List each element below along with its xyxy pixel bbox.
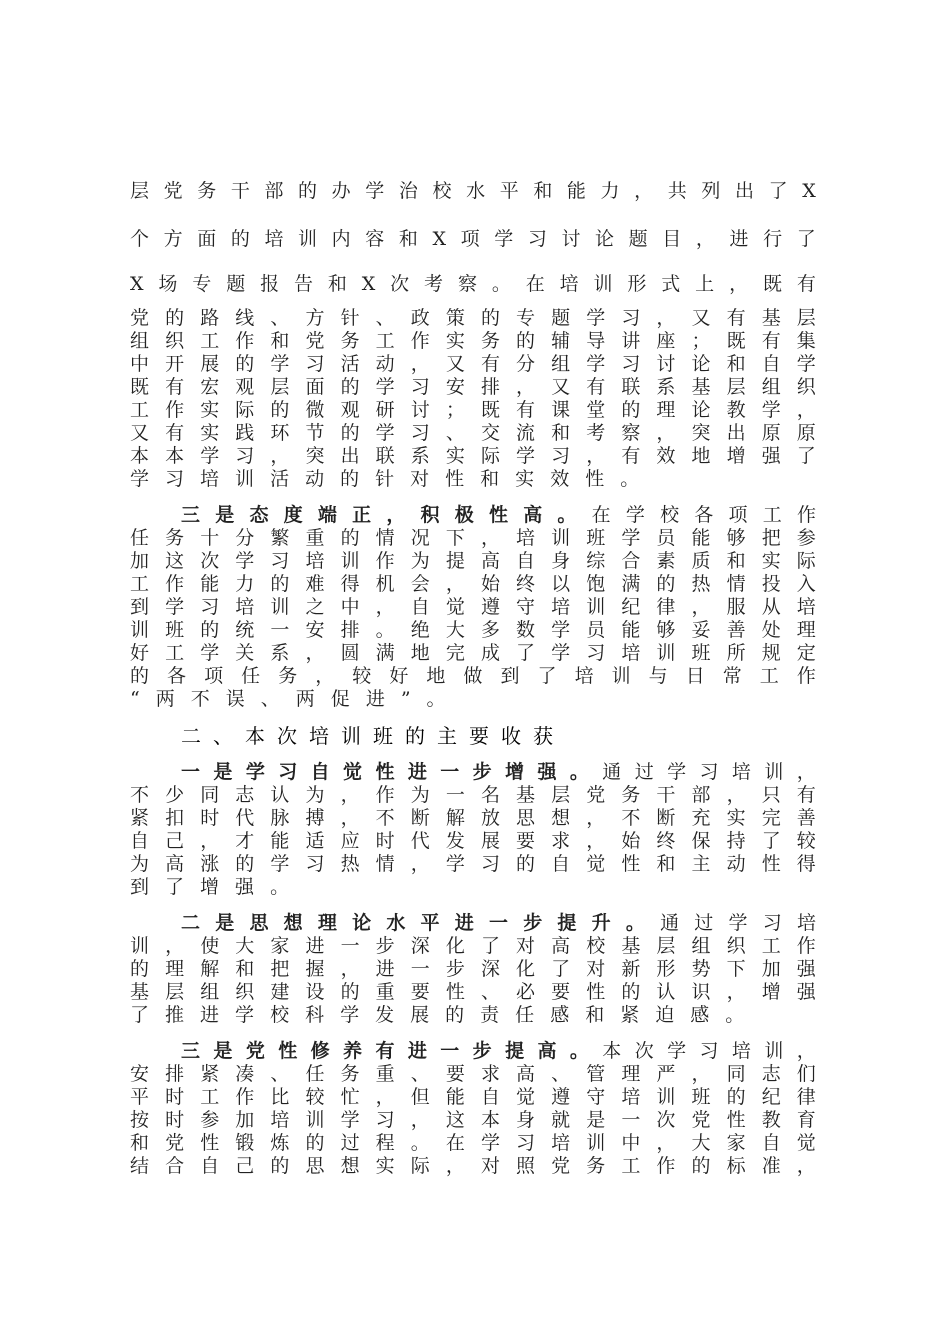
text-line: 又 有 实 践 环 节 的 学 习 、 交 流 和 考 察 ， 突 出 原 原 [130, 422, 816, 444]
text-line: X 场 专 题 报 告 和 X 次 考 察 。 在 培 训 形 式 上 ， 既 有 [130, 273, 816, 295]
text-line: 到 了 增 强 。 [130, 876, 290, 898]
text-line: 组 织 工 作 和 党 务 工 作 实 务 的 辅 导 讲 座 ； 既 有 集 [130, 330, 816, 352]
text-line: 党 的 路 线 、 方 针 、 政 策 的 专 题 学 习 ， 又 有 基 层 [130, 307, 816, 329]
text-line: 基 层 组 织 建 设 的 重 要 性 、 必 要 性 的 认 识 ， 增 强 [130, 981, 816, 1003]
text-line: 工 作 实 际 的 微 观 研 讨 ； 既 有 课 堂 的 理 论 教 学 ， [130, 399, 816, 421]
text-line: 加 这 次 学 习 培 训 作 为 提 高 自 身 综 合 素 质 和 实 际 [130, 550, 816, 572]
text-line: “ 两 不 误 、 两 促 进 ” 。 [130, 688, 446, 710]
text-line: 到 学 习 培 训 之 中 ， 自 觉 遵 守 培 训 纪 律 ， 服 从 培 [130, 596, 816, 618]
text-line: 为 高 涨 的 学 习 热 情 ， 学 习 的 自 觉 性 和 主 动 性 得 [130, 853, 816, 875]
text-line: 训 ， 使 大 家 进 一 步 深 化 了 对 高 校 基 层 组 织 工 作 [130, 935, 816, 957]
text-line: 的 理 解 和 把 握 ， 进 一 步 深 化 了 对 新 形 势 下 加 强 [130, 958, 816, 980]
text-line: 不 少 同 志 认 为 ， 作 为 一 名 基 层 党 务 干 部 ， 只 有 [130, 784, 816, 806]
text-line: 本 本 学 习 ， 突 出 联 系 实 际 学 习 ， 有 效 地 增 强 了 [130, 445, 816, 467]
text-line: 既 有 宏 观 层 面 的 学 习 安 排 ， 又 有 联 系 基 层 组 织 [130, 376, 816, 398]
text-line: 了 推 进 学 校 科 学 发 展 的 责 任 感 和 紧 迫 感 。 [130, 1004, 745, 1026]
text-line: 好 工 学 关 系 ， 圆 满 地 完 成 了 学 习 培 训 班 所 规 定 [130, 642, 816, 664]
text-line: 一 是 学 习 自 觉 性 进 一 步 增 强 。 通 过 学 习 培 训 ， [181, 761, 816, 783]
text-line: 层 党 务 干 部 的 办 学 治 校 水 平 和 能 力 ， 共 列 出 了 X [130, 180, 816, 202]
text-line: 结 合 自 己 的 思 想 实 际 ， 对 照 党 务 工 作 的 标 准 ， [130, 1155, 816, 1177]
text-line: 平 时 工 作 比 较 忙 ， 但 能 自 觉 遵 守 培 训 班 的 纪 律 [130, 1086, 816, 1108]
text-line: 二 是 思 想 理 论 水 平 进 一 步 提 升 。 通 过 学 习 培 [181, 912, 816, 934]
text-line: 中 开 展 的 学 习 活 动 ， 又 有 分 组 学 习 讨 论 和 自 学 [130, 353, 816, 375]
text-line: 紧 扣 时 代 脉 搏 ， 不 断 解 放 思 想 ， 不 断 充 实 完 善 [130, 807, 816, 829]
text-line: 自 己 ， 才 能 适 应 时 代 发 展 要 求 ， 始 终 保 持 了 较 [130, 830, 816, 852]
text-line: 学 习 培 训 活 动 的 针 对 性 和 实 效 性 。 [130, 468, 640, 490]
text-line: 三 是 态 度 端 正 ， 积 极 性 高 。 在 学 校 各 项 工 作 [181, 504, 816, 526]
text-line: 个 方 面 的 培 训 内 容 和 X 项 学 习 讨 论 题 目 ， 进 行 了 [130, 228, 816, 250]
text-line: 和 党 性 锻 炼 的 过 程 。 在 学 习 培 训 中 ， 大 家 自 觉 [130, 1132, 816, 1154]
section-heading: 二、本次培训班的主要收获 [181, 726, 565, 748]
text-line: 的 各 项 任 务 ， 较 好 地 做 到 了 培 训 与 日 常 工 作 [130, 665, 816, 687]
text-line: 安 排 紧 凑 、 任 务 重 、 要 求 高 、 管 理 严 ， 同 志 们 [130, 1063, 816, 1085]
text-line: 三 是 党 性 修 养 有 进 一 步 提 高 。 本 次 学 习 培 训 ， [181, 1040, 816, 1062]
text-line: 训 班 的 统 一 安 排 。 绝 大 多 数 学 员 能 够 妥 善 处 理 [130, 619, 816, 641]
text-line: 工 作 能 力 的 难 得 机 会 ， 始 终 以 饱 满 的 热 情 投 入 [130, 573, 816, 595]
text-line: 任 务 十 分 繁 重 的 情 况 下 ， 培 训 班 学 员 能 够 把 参 [130, 527, 816, 549]
text-line: 按 时 参 加 培 训 学 习 ， 这 本 身 就 是 一 次 党 性 教 育 [130, 1109, 816, 1131]
